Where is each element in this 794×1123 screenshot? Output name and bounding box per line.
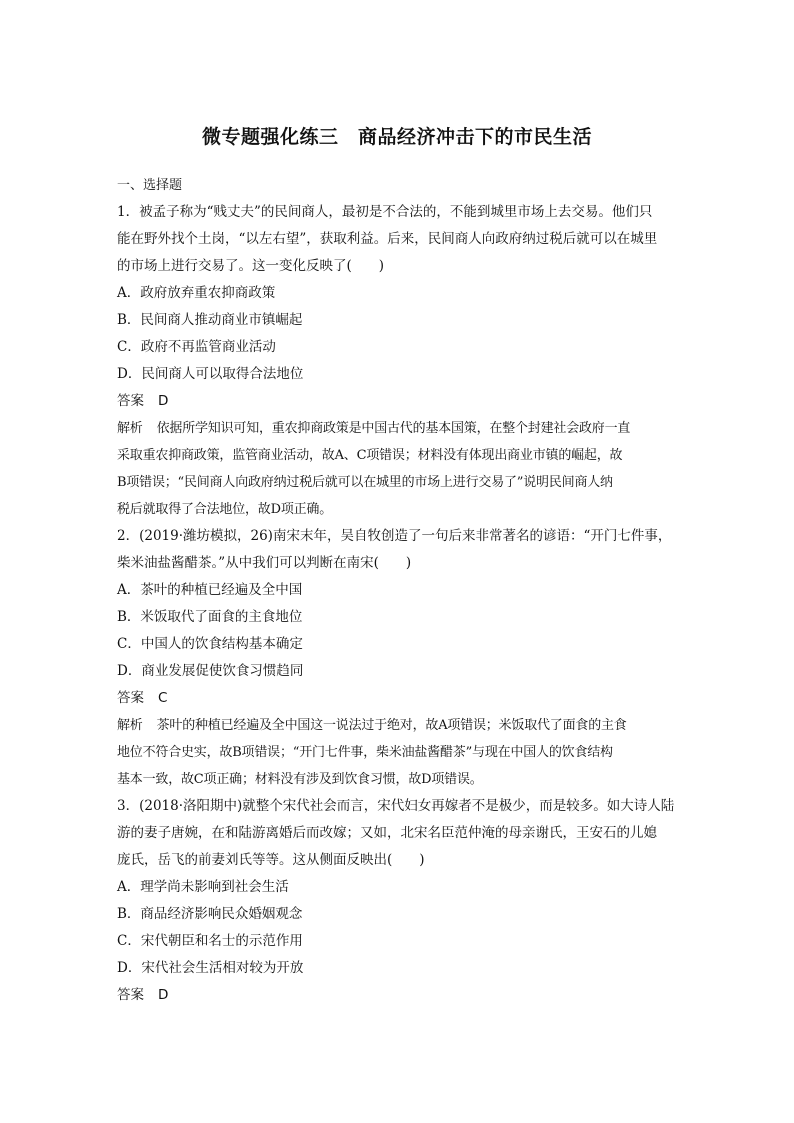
option-d: D．民间商人可以取得合法地位: [117, 366, 304, 382]
question-stem-line: 2．(2019·潍坊模拟，26)南宋末年，吴自牧创造了一句后来非常著名的谚语：“开门七件事，: [117, 528, 672, 544]
option-a: A．茶叶的种植已经遍及全中国: [117, 582, 303, 598]
analysis-line: B项错误；“民间商人向政府纳过税后就可以在城里的市场上进行交易了”说明民间商人纳: [117, 475, 613, 490]
analysis-line: 采取重农抑商政策，监管商业活动，故A、C项错误；材料没有体现出商业市镇的崛起，故: [117, 448, 623, 463]
analysis-line: 基本一致，故C项正确；材料没有涉及到饮食习惯，故D项错误。: [117, 772, 483, 787]
option-d: D．商业发展促使饮食习惯趋同: [117, 663, 304, 679]
answer-value: D: [158, 987, 169, 1003]
analysis-text: 依据所学知识可知，重农抑商政策是中国古代的基本国策，在整个封建社会政府一直: [156, 421, 631, 436]
analysis-line: [117, 415, 679, 442]
analysis-label: 解析: [117, 718, 143, 733]
answer-label: 答案: [117, 987, 144, 1003]
answer-row: [117, 685, 679, 712]
analysis-line: [117, 712, 679, 739]
option-c: C．宋代朝臣和名士的示范作用: [117, 933, 303, 949]
option-d: D．宋代社会生活相对较为开放: [117, 960, 304, 976]
option-a: A．政府放弃重农抑商政策: [117, 285, 276, 301]
page-title: 微专题强化练三 商品经济冲击下的市民生活: [201, 126, 592, 148]
question-1: [117, 199, 679, 523]
answer-label: 答案: [117, 393, 144, 409]
question-stem-line: 柴米油盐酱醋茶。”从中我们可以判断在南宋( ): [117, 555, 412, 571]
option-b: B．米饭取代了面食的主食地位: [117, 609, 303, 625]
question-2: [117, 523, 679, 793]
analysis-label: 解析: [117, 421, 143, 436]
document-body: [117, 172, 679, 1009]
option-c: C．中国人的饮食结构基本确定: [117, 636, 303, 652]
question-stem-line: 游的妻子唐婉，在和陆游离婚后而改嫁；又如，北宋名臣范仲淹的母亲谢氏，王安石的儿媳: [117, 825, 657, 841]
option-b: B．商品经济影响民众婚姻观念: [117, 906, 303, 922]
question-stem-line: 的市场上进行交易了。这一变化反映了( ): [117, 258, 385, 274]
question-stem-line: 庞氏，岳飞的前妻刘氏等等。这从侧面反映出( ): [117, 852, 425, 868]
analysis-line: 税后就取得了合法地位，故D项正确。: [117, 502, 333, 517]
answer-value: D: [158, 393, 169, 409]
answer-label: 答案: [117, 690, 144, 706]
option-b: B．民间商人推动商业市镇崛起: [117, 312, 303, 328]
question-stem-line: 3．(2018·洛阳期中)就整个宋代社会而言，宋代妇女再嫁者不是极少，而是较多。如大诗人陆: [117, 798, 675, 814]
analysis-block: [117, 415, 679, 523]
analysis-line: 地位不符合史实，故B项错误；“开门七件事，柴米油盐酱醋茶”与现在中国人的饮食结构: [117, 745, 613, 760]
answer-value: C: [158, 690, 168, 706]
answer-row: [117, 982, 679, 1009]
answer-row: [117, 388, 679, 415]
option-a: A．理学尚未影响到社会生活: [117, 879, 289, 895]
section-heading: 一、选择题: [117, 178, 183, 193]
question-stem-line: 能在野外找个土岗，“以左右望”，获取利益。后来，民间商人向政府纳过税后就可以在城里: [117, 231, 658, 247]
question-stem-line: 1．被孟子称为“贱丈夫”的民间商人，最初是不合法的，不能到城里市场上去交易。他们只: [117, 204, 653, 220]
analysis-text: 茶叶的种植已经遍及全中国这一说法过于绝对，故A项错误；米饭取代了面食的主食: [156, 718, 627, 733]
analysis-block: [117, 712, 679, 793]
option-c: C．政府不再监管商业活动: [117, 339, 276, 355]
question-3: [117, 793, 679, 1009]
